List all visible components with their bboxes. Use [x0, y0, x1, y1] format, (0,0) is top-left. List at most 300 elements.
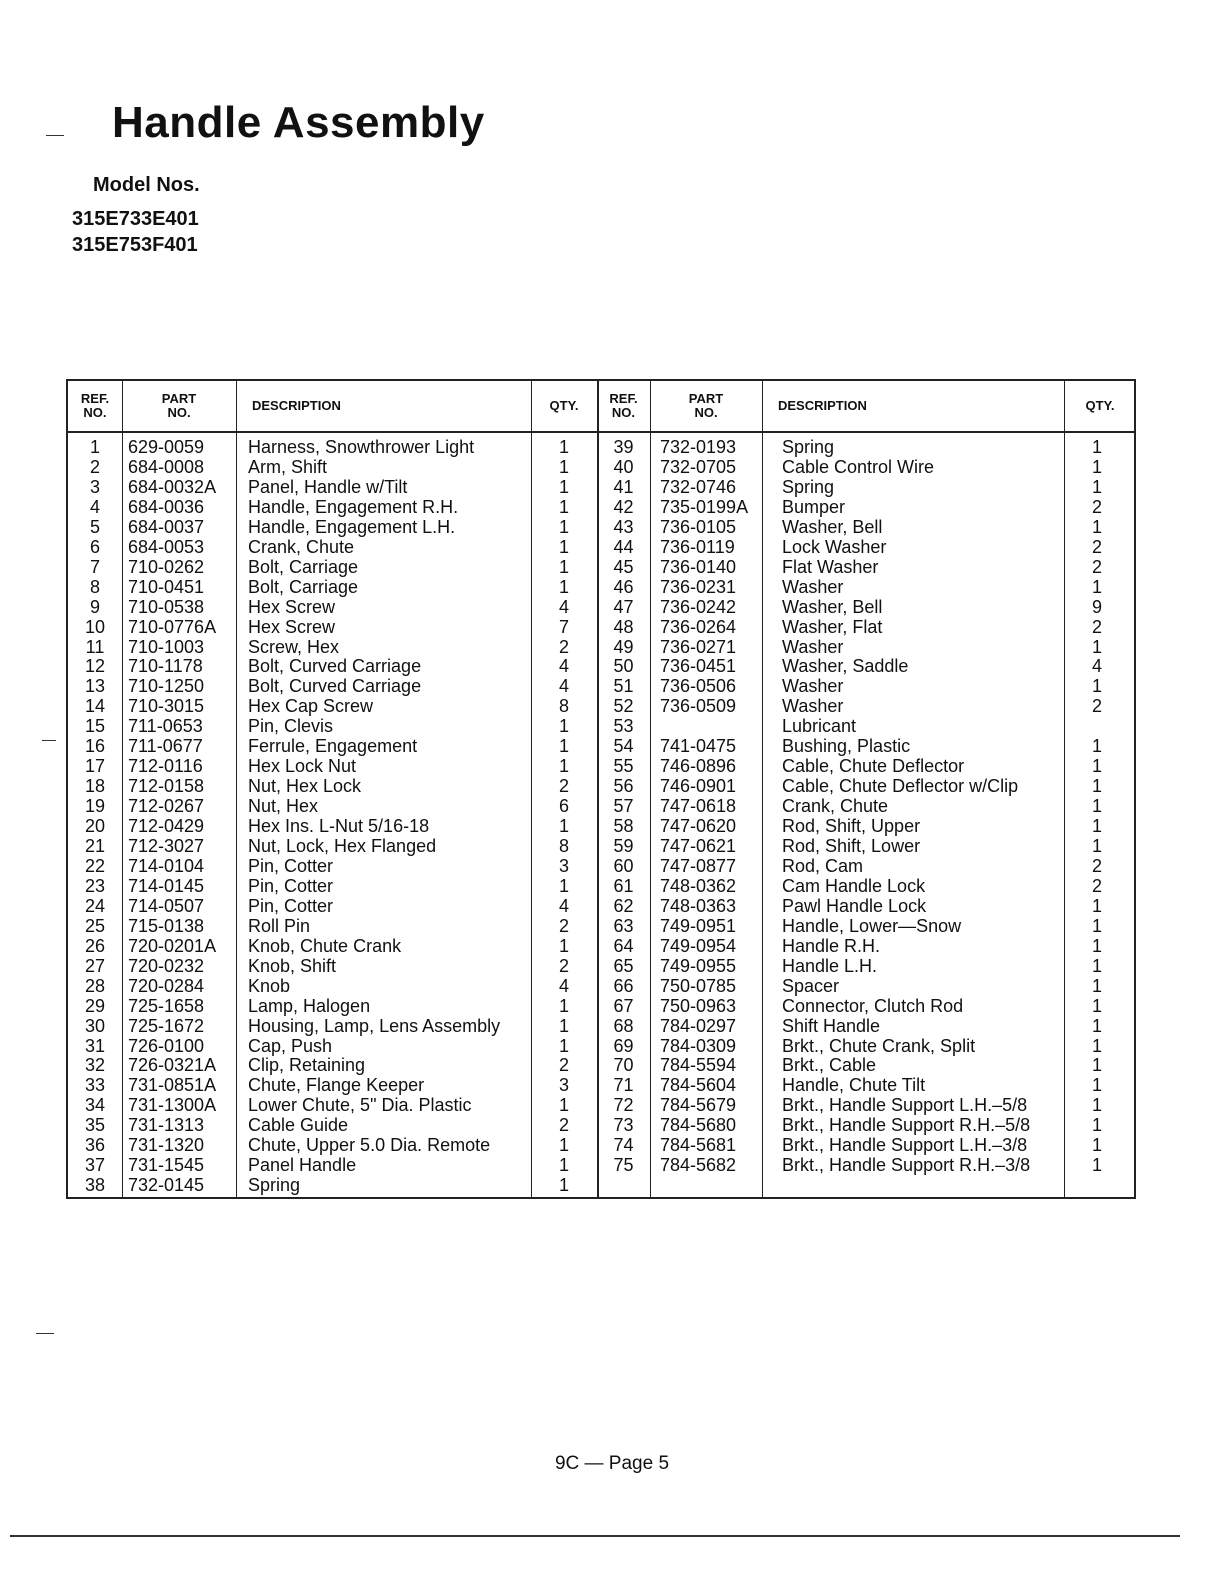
part-cell: 736-0140 [660, 556, 737, 577]
part-cell: 720-0201A [128, 935, 217, 956]
part-cell: 711-0653 [128, 716, 203, 737]
ref-cell: 32 [84, 1055, 106, 1076]
ref-cell: 22 [84, 855, 106, 876]
description-cell: Bushing, Plastic [782, 736, 911, 757]
header-ref: REF. NO. [609, 391, 638, 420]
description-cell: Pin, Cotter [248, 875, 334, 896]
ref-cell: 73 [613, 1115, 634, 1136]
description-cell: Spring [782, 476, 835, 497]
part-cell: 750-0963 [660, 995, 737, 1016]
description-cell: Washer [782, 676, 844, 697]
ref-cell: 16 [84, 736, 106, 757]
table-row [68, 1155, 1134, 1175]
qty-cell: 1 [1091, 836, 1102, 856]
description-cell: Flat Washer [782, 556, 879, 577]
ref-cell: 69 [613, 1035, 634, 1056]
qty-cell: 8 [558, 696, 569, 717]
description-cell: Hex Screw [248, 596, 336, 617]
ref-cell: 58 [613, 816, 634, 837]
description-cell: Chute, Upper 5.0 Dia. Remote [248, 1135, 491, 1156]
description-cell: Spacer [782, 975, 840, 996]
description-cell: Handle R.H. [782, 935, 881, 956]
qty-cell: 1 [558, 1155, 569, 1176]
qty-cell: 1 [1091, 935, 1102, 956]
description-cell: Handle, Engagement R.H. [248, 496, 459, 517]
description-cell: Brkt., Handle Support L.H.–5/8 [782, 1095, 1028, 1116]
description-cell: Knob, Chute Crank [248, 935, 402, 956]
table-row [68, 1115, 1134, 1135]
description-cell: Pawl Handle Lock [782, 895, 927, 916]
margin-mark [46, 135, 64, 136]
description-cell: Panel, Handle w/Tilt [248, 476, 408, 497]
description-cell: Nut, Lock, Hex Flanged [248, 836, 437, 856]
part-cell: 710-0538 [128, 596, 205, 617]
ref-cell: 5 [89, 516, 100, 537]
description-cell: Nut, Hex [248, 796, 319, 817]
part-cell: 714-0104 [128, 855, 205, 876]
ref-cell: 1 [89, 437, 100, 457]
ref-cell: 40 [613, 456, 634, 477]
part-cell: 725-1672 [128, 1015, 205, 1036]
ref-cell: 43 [613, 516, 634, 537]
table-row [68, 617, 1134, 637]
part-cell: 731-1545 [128, 1155, 205, 1176]
qty-cell: 1 [1091, 676, 1102, 697]
ref-cell: 27 [84, 955, 106, 976]
ref-cell: 70 [613, 1055, 634, 1076]
part-cell: 710-3015 [128, 696, 205, 717]
part-cell: 710-0776A [128, 616, 217, 637]
qty-cell: 1 [1091, 1035, 1102, 1056]
qty-cell: 1 [1091, 636, 1102, 657]
description-cell: Cam Handle Lock [782, 875, 926, 896]
table-row [68, 856, 1134, 876]
header-part: PART NO. [688, 391, 724, 420]
description-cell: Nut, Hex Lock [248, 776, 362, 797]
ref-cell: 31 [84, 1035, 106, 1056]
part-cell: 749-0951 [660, 915, 737, 936]
description-cell: Connector, Clutch Rod [782, 995, 964, 1016]
part-cell: 736-0271 [660, 636, 737, 657]
table-row [68, 796, 1134, 816]
description-cell: Hex Lock Nut [248, 756, 357, 777]
part-cell: 712-0267 [128, 796, 205, 817]
qty-cell: 1 [1091, 1115, 1102, 1136]
qty-cell: 1 [1091, 1135, 1102, 1156]
table-row [68, 836, 1134, 856]
ref-cell: 25 [84, 915, 106, 936]
table-row [68, 916, 1134, 936]
ref-cell: 48 [613, 616, 634, 637]
description-cell: Spring [782, 437, 835, 457]
table-row [68, 996, 1134, 1016]
part-cell: 736-0451 [660, 656, 737, 677]
qty-cell: 9 [1091, 596, 1102, 617]
description-cell: Crank, Chute [248, 536, 355, 557]
description-cell: Washer, Bell [782, 516, 883, 537]
part-cell: 748-0363 [660, 895, 737, 916]
description-cell: Shift Handle [782, 1015, 881, 1036]
ref-cell: 6 [89, 536, 100, 557]
part-cell: 710-1178 [128, 656, 203, 677]
qty-cell: 4 [558, 656, 569, 677]
part-cell: 629-0059 [128, 437, 205, 457]
qty-cell: 1 [558, 456, 569, 477]
table-row [68, 1135, 1134, 1155]
qty-cell: 1 [558, 556, 569, 577]
qty-cell: 1 [558, 736, 569, 757]
part-cell: 732-0746 [660, 476, 737, 497]
qty-cell: 1 [558, 875, 569, 896]
table-row [68, 1016, 1134, 1036]
description-cell: Lamp, Halogen [248, 995, 371, 1016]
ref-cell: 18 [84, 776, 106, 797]
qty-cell: 7 [558, 616, 569, 637]
ref-cell: 55 [613, 756, 634, 777]
table-row [68, 577, 1134, 597]
qty-cell: 1 [558, 536, 569, 557]
part-cell: 684-0053 [128, 536, 205, 557]
part-cell: 732-0705 [660, 456, 737, 477]
ref-cell: 68 [613, 1015, 634, 1036]
table-row [68, 656, 1134, 676]
qty-cell: 1 [558, 476, 569, 497]
qty-cell: 2 [558, 1115, 569, 1136]
qty-cell: 3 [558, 855, 569, 876]
ref-cell: 29 [84, 995, 106, 1016]
part-cell: 750-0785 [660, 975, 737, 996]
part-cell: 749-0954 [660, 935, 737, 956]
table-row [68, 537, 1134, 557]
ref-cell: 50 [613, 656, 634, 677]
description-cell: Cable, Chute Deflector w/Clip [782, 776, 1019, 797]
description-cell: Spring [248, 1175, 301, 1196]
description-cell: Lubricant [782, 716, 857, 737]
description-cell: Cap, Push [248, 1035, 333, 1056]
qty-cell: 1 [558, 1175, 569, 1196]
description-cell: Ferrule, Engagement [248, 736, 418, 757]
description-cell: Bolt, Carriage [248, 576, 359, 597]
description-cell: Hex Ins. L-Nut 5/16-18 [248, 816, 430, 837]
ref-cell: 23 [84, 875, 106, 896]
ref-cell: 15 [84, 716, 106, 737]
part-cell: 684-0036 [128, 496, 205, 517]
qty-cell: 1 [558, 935, 569, 956]
part-cell: 747-0877 [660, 855, 737, 876]
ref-cell: 2 [89, 456, 100, 477]
qty-cell: 1 [1091, 576, 1102, 597]
part-cell: 784-5594 [660, 1055, 737, 1076]
ref-cell: 41 [613, 476, 634, 497]
qty-cell: 1 [558, 576, 569, 597]
part-cell: 710-1250 [128, 676, 205, 697]
qty-cell: 1 [1091, 895, 1102, 916]
table-row [68, 457, 1134, 477]
header-ref: REF. NO. [80, 391, 110, 420]
qty-cell: 1 [558, 437, 569, 457]
table-row [68, 736, 1134, 756]
part-cell: 741-0475 [660, 736, 737, 757]
ref-cell: 56 [613, 776, 634, 797]
part-cell: 736-0509 [660, 696, 737, 717]
ref-cell: 59 [613, 836, 634, 856]
qty-cell: 4 [558, 676, 569, 697]
ref-cell: 62 [613, 895, 634, 916]
description-cell: Panel Handle [248, 1155, 357, 1176]
description-cell: Cable Control Wire [782, 456, 935, 477]
parts-table [66, 379, 1136, 1199]
description-cell: Bolt, Curved Carriage [248, 676, 422, 697]
description-cell: Washer, Saddle [782, 656, 909, 677]
ref-cell: 4 [89, 496, 100, 517]
description-cell: Rod, Cam [782, 855, 864, 876]
description-cell: Cable Guide [248, 1115, 349, 1136]
part-cell: 747-0620 [660, 816, 737, 837]
ref-cell: 45 [613, 556, 634, 577]
ref-cell: 12 [84, 656, 106, 677]
description-cell: Harness, Snowthrower Light [248, 437, 475, 457]
description-cell: Hex Cap Screw [248, 696, 374, 717]
model-list [72, 206, 199, 258]
description-cell: Housing, Lamp, Lens Assembly [248, 1015, 501, 1036]
description-cell: Handle, Lower—Snow [782, 915, 962, 936]
page-footer: 9C — Page 5 [554, 1453, 670, 1474]
part-cell: 710-0262 [128, 556, 205, 577]
ref-cell: 26 [84, 935, 106, 956]
part-cell: 731-1313 [128, 1115, 205, 1136]
description-cell: Crank, Chute [782, 796, 889, 817]
description-cell: Pin, Cotter [248, 895, 334, 916]
qty-cell: 1 [558, 716, 569, 737]
qty-cell: 2 [558, 636, 569, 657]
qty-cell: 1 [558, 1015, 569, 1036]
part-cell: 726-0321A [128, 1055, 217, 1076]
ref-cell: 67 [613, 995, 634, 1016]
ref-cell: 21 [84, 836, 106, 856]
qty-cell: 1 [558, 1135, 569, 1156]
part-cell: 720-0284 [128, 975, 205, 996]
table-row [68, 1075, 1134, 1095]
part-cell: 720-0232 [128, 955, 205, 976]
part-cell: 712-0116 [128, 756, 203, 777]
ref-cell: 54 [613, 736, 634, 757]
description-cell: Washer, Bell [782, 596, 883, 617]
description-cell: Washer [782, 636, 844, 657]
part-cell: 732-0145 [128, 1175, 205, 1196]
table-row [68, 776, 1134, 796]
ref-cell: 39 [613, 437, 634, 457]
bottom-rule [10, 1535, 1180, 1537]
qty-cell: 2 [1091, 875, 1102, 896]
qty-cell: 2 [1091, 855, 1102, 876]
part-cell: 732-0193 [660, 437, 737, 457]
model-label: Model Nos. [93, 174, 200, 196]
qty-cell: 1 [1091, 975, 1102, 996]
table-row [68, 517, 1134, 537]
part-cell: 736-0231 [660, 576, 737, 597]
qty-cell: 4 [1091, 656, 1102, 677]
ref-cell: 3 [89, 476, 100, 497]
qty-cell: 1 [558, 516, 569, 537]
qty-cell: 2 [1091, 496, 1102, 517]
page-title: Handle Assembly [112, 98, 485, 147]
ref-cell: 7 [89, 556, 100, 577]
table-row [68, 956, 1134, 976]
part-cell: 684-0008 [128, 456, 205, 477]
qty-cell: 4 [558, 975, 569, 996]
qty-cell: 1 [1091, 796, 1102, 817]
ref-cell: 64 [613, 935, 634, 956]
ref-cell: 20 [84, 816, 106, 837]
qty-cell: 1 [1091, 776, 1102, 797]
part-cell: 725-1658 [128, 995, 205, 1016]
description-cell: Chute, Flange Keeper [248, 1075, 425, 1096]
margin-mark [36, 1333, 54, 1334]
ref-cell: 38 [84, 1175, 106, 1196]
qty-cell: 1 [1091, 1095, 1102, 1116]
part-cell: 735-0199A [660, 496, 749, 517]
qty-cell: 1 [558, 1095, 569, 1116]
ref-cell: 66 [613, 975, 634, 996]
part-cell: 784-5681 [660, 1135, 737, 1156]
qty-cell: 1 [558, 1035, 569, 1056]
qty-cell: 1 [1091, 1075, 1102, 1096]
qty-cell: 1 [558, 496, 569, 517]
ref-cell: 61 [613, 875, 634, 896]
ref-cell: 53 [613, 716, 634, 737]
part-cell: 726-0100 [128, 1035, 205, 1056]
part-cell: 710-1003 [128, 636, 205, 657]
table-row [68, 497, 1134, 517]
part-cell: 711-0677 [128, 736, 203, 757]
ref-cell: 33 [84, 1075, 106, 1096]
qty-cell: 1 [1091, 1015, 1102, 1036]
qty-cell: 1 [1091, 756, 1102, 777]
description-cell: Brkt., Handle Support R.H.–3/8 [782, 1155, 1031, 1176]
ref-cell: 10 [84, 616, 106, 637]
part-cell: 746-0896 [660, 756, 737, 777]
description-cell: Knob [248, 975, 291, 996]
qty-cell: 1 [1091, 955, 1102, 976]
part-cell: 736-0105 [660, 516, 737, 537]
ref-cell: 47 [613, 596, 634, 617]
ref-cell: 14 [84, 696, 106, 717]
qty-cell: 8 [558, 836, 569, 856]
qty-cell: 1 [1091, 915, 1102, 936]
qty-cell: 2 [558, 915, 569, 936]
description-cell: Pin, Cotter [248, 855, 334, 876]
qty-cell: 1 [1091, 995, 1102, 1016]
ref-cell: 71 [613, 1075, 634, 1096]
header-description: DESCRIPTION [778, 398, 867, 413]
table-row [68, 896, 1134, 916]
ref-cell: 9 [89, 596, 100, 617]
part-cell: 736-0242 [660, 596, 737, 617]
ref-cell: 30 [84, 1015, 106, 1036]
table-row [68, 976, 1134, 996]
model-number: 315E753F401 [72, 234, 198, 256]
qty-cell: 2 [558, 955, 569, 976]
description-cell: Brkt., Handle Support R.H.–5/8 [782, 1115, 1031, 1136]
ref-cell: 51 [613, 676, 634, 697]
table-row [68, 696, 1134, 716]
qty-cell: 3 [558, 1075, 569, 1096]
description-cell: Cable, Chute Deflector [782, 756, 965, 777]
part-cell: 784-0297 [660, 1015, 737, 1036]
description-cell: Clip, Retaining [248, 1055, 366, 1076]
qty-cell: 4 [558, 895, 569, 916]
description-cell: Bolt, Curved Carriage [248, 656, 422, 677]
ref-cell: 19 [84, 796, 106, 817]
description-cell: Pin, Clevis [248, 716, 334, 737]
description-cell: Brkt., Cable [782, 1055, 877, 1076]
description-cell: Bumper [782, 496, 846, 517]
part-cell: 731-0851A [128, 1075, 217, 1096]
ref-cell: 49 [613, 636, 634, 657]
ref-cell: 75 [613, 1155, 634, 1176]
qty-cell: 1 [1091, 736, 1102, 757]
table-row [68, 1095, 1134, 1115]
header-qty: QTY. [549, 398, 579, 413]
part-cell: 736-0119 [660, 536, 735, 557]
table-row [68, 876, 1134, 896]
description-cell: Lock Washer [782, 536, 887, 557]
part-cell: 748-0362 [660, 875, 737, 896]
part-cell: 684-0032A [128, 476, 217, 497]
qty-cell: 1 [1091, 1055, 1102, 1076]
part-cell: 746-0901 [660, 776, 737, 797]
description-cell: Handle, Engagement L.H. [248, 516, 456, 537]
table-row [68, 597, 1134, 617]
qty-cell: 1 [1091, 516, 1102, 537]
ref-cell: 13 [84, 676, 106, 697]
table-row [68, 816, 1134, 836]
description-cell: Bolt, Carriage [248, 556, 359, 577]
ref-cell: 24 [84, 895, 106, 916]
ref-cell: 52 [613, 696, 634, 717]
part-cell: 710-0451 [128, 576, 205, 597]
table-row [68, 676, 1134, 696]
qty-cell: 1 [1091, 437, 1102, 457]
qty-cell: 2 [1091, 536, 1102, 557]
part-cell: 712-0158 [128, 776, 205, 797]
part-cell: 736-0264 [660, 616, 737, 637]
ref-cell: 46 [613, 576, 634, 597]
ref-cell: 42 [613, 496, 634, 517]
description-cell: Arm, Shift [248, 456, 328, 477]
part-cell: 749-0955 [660, 955, 737, 976]
ref-cell: 36 [84, 1135, 106, 1156]
description-cell: Roll Pin [248, 915, 311, 936]
header-part: PART NO. [161, 391, 197, 420]
ref-cell: 34 [84, 1095, 106, 1116]
part-cell: 712-0429 [128, 816, 205, 837]
qty-cell: 2 [1091, 556, 1102, 577]
description-cell: Brkt., Handle Support L.H.–3/8 [782, 1135, 1028, 1156]
part-cell: 714-0145 [128, 875, 205, 896]
qty-cell: 4 [558, 596, 569, 617]
table-row [68, 1055, 1134, 1075]
part-cell: 731-1300A [128, 1095, 217, 1116]
ref-cell: 8 [89, 576, 100, 597]
part-cell: 684-0037 [128, 516, 205, 537]
description-cell: Screw, Hex [248, 636, 340, 657]
part-cell: 747-0618 [660, 796, 737, 817]
header-rule [68, 431, 1134, 433]
ref-cell: 17 [84, 756, 106, 777]
qty-cell: 2 [558, 1055, 569, 1076]
description-cell: Washer, Flat [782, 616, 883, 637]
